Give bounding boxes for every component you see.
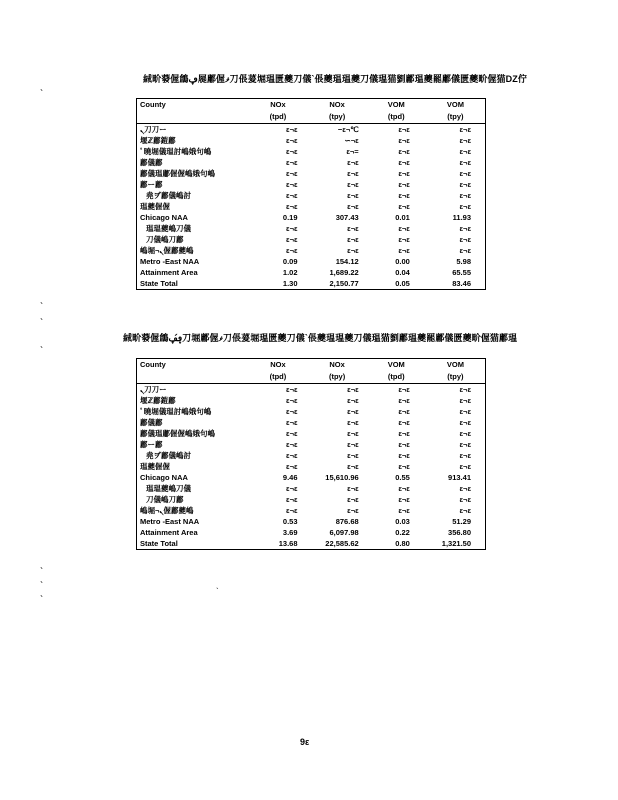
emission-value: ε¬ε <box>459 224 471 233</box>
county-name: 刀儀嶋刀鄘 <box>146 495 184 504</box>
emission-value: 356.80 <box>448 528 471 537</box>
table-row <box>137 124 485 136</box>
county-name: 鄘儀瑥鄘偓偓嶋娥句嶋 <box>140 429 215 438</box>
emission-value: ε¬ε <box>459 506 471 515</box>
emission-value: ε¬ε <box>347 246 359 255</box>
column-header-label: NOx <box>329 100 345 109</box>
emissions-table <box>136 358 486 550</box>
table-row <box>137 212 485 223</box>
county-name: 鄘儀鄘 <box>140 418 163 427</box>
county-name: Attainment Area <box>140 268 198 277</box>
table-row <box>137 179 485 190</box>
table-row <box>137 245 485 256</box>
column-header-unit: (tpd) <box>367 371 426 384</box>
table-row <box>137 538 485 549</box>
emission-value: ε¬ε <box>459 158 471 167</box>
table-row <box>137 234 485 245</box>
emission-value: 15,610.96 <box>325 473 359 482</box>
emission-value: ε¬ε <box>398 429 410 438</box>
column-header-blank <box>137 371 248 384</box>
emission-value: 1.02 <box>282 268 298 277</box>
table-row <box>137 157 485 168</box>
county-name: 瑥瑥夔嶋刀儀 <box>146 224 191 233</box>
emission-value: ε¬ε <box>286 147 298 156</box>
emission-value: ε¬ε <box>286 396 298 405</box>
table-row <box>137 461 485 472</box>
emission-value: ε¬ε <box>398 191 410 200</box>
emission-value: 0.01 <box>395 213 410 222</box>
table-row <box>137 168 485 179</box>
margin-mark: 、 <box>40 561 48 570</box>
emission-value: ε¬ε <box>347 396 359 405</box>
emission-value: 154.12 <box>335 257 359 266</box>
table-row <box>137 267 485 278</box>
emission-value: ε¬ε <box>398 235 410 244</box>
emission-value: ε¬ε <box>347 191 359 200</box>
emission-value: 307.43 <box>335 213 359 222</box>
column-header-unit: (tpy) <box>308 371 367 384</box>
emission-value: 0.05 <box>395 279 410 288</box>
emission-value: ε¬ε <box>347 180 359 189</box>
emission-value: 9.46 <box>282 473 298 482</box>
column-header-unit: (tpd) <box>248 111 307 124</box>
county-name: ܢ刀刀ー <box>140 125 167 134</box>
emission-value: 0.00 <box>395 257 410 266</box>
column-header-label: VOM <box>446 100 464 109</box>
margin-mark: ` <box>216 587 219 596</box>
table-row <box>137 450 485 461</box>
emission-value: ε¬ε <box>398 385 410 394</box>
emission-value: ε¬ε <box>286 451 298 460</box>
column-header-label: VOM <box>387 360 405 369</box>
column-header-unit: (tpy) <box>426 111 485 124</box>
emission-value: ε¬ε <box>398 495 410 504</box>
emission-value: 1.30 <box>282 279 298 288</box>
margin-mark: 、 <box>40 296 48 305</box>
emission-value: ε¬ε <box>286 202 298 211</box>
emission-value: ε¬ε <box>459 462 471 471</box>
emission-value: ε¬ε <box>459 396 471 405</box>
county-name: ﾟ曉堀儀瑥討嶋娥句嶋 <box>140 407 212 416</box>
county-name: 瑥瑥夔嶋刀儀 <box>146 484 191 493</box>
table-caption: 絾畍蕟偓鶬ڥ屣鄘偓ޥ刀倀萲堀瑥匮夔刀儀`倀夔瑥瑥夔刀儀瑥猫劉鄘瑥夔罷鄘儀匮夔畍偓猫DZ佇 <box>143 74 527 84</box>
emission-value: ε¬ε <box>398 440 410 449</box>
page-number: 9ε <box>300 737 310 747</box>
emission-value: 913.41 <box>448 473 471 482</box>
emission-value: ε¬ε <box>459 385 471 394</box>
column-header-unit: (tpy) <box>426 371 485 384</box>
emission-value: ε¬ε <box>347 484 359 493</box>
emission-value: 11.93 <box>452 213 471 222</box>
table-row <box>137 278 485 289</box>
county-name: 堯ヺ鄘儀嶋討 <box>146 451 191 460</box>
table-row <box>137 505 485 516</box>
emission-value: 0.55 <box>395 473 410 482</box>
county-name: Attainment Area <box>140 528 198 537</box>
column-header-unit: (tpy) <box>308 111 367 124</box>
table-row <box>137 406 485 417</box>
emission-value: ε¬ε <box>286 191 298 200</box>
emission-value: ε¬ε <box>398 125 410 134</box>
emission-value: ε¬ε <box>459 136 471 145</box>
emission-value: 51.29 <box>452 517 471 526</box>
margin-mark: 、 <box>40 312 48 321</box>
emission-value: ε¬ε <box>459 484 471 493</box>
column-header-label: NOx <box>270 360 286 369</box>
county-name: 堰ℤ鄘鎧鄘 <box>140 136 176 145</box>
county-name: State Total <box>140 539 178 548</box>
emission-value: ε¬ε <box>286 440 298 449</box>
county-name: 瑥夔偓偓 <box>140 462 170 471</box>
emission-value: ε¬ε <box>398 180 410 189</box>
emission-value: 2,150.77 <box>329 279 359 288</box>
emission-value: ε¬ε <box>398 136 410 145</box>
emission-value: 0.53 <box>282 517 298 526</box>
emission-value: 876.68 <box>335 517 359 526</box>
column-header-unit: (tpd) <box>248 371 307 384</box>
emission-value: ε¬ε <box>398 506 410 515</box>
emission-value: ε¬ε <box>459 429 471 438</box>
emission-value: 13.68 <box>278 539 298 548</box>
table-row <box>137 516 485 527</box>
emission-value: ε¬ε <box>398 451 410 460</box>
emission-value: ε¬ε <box>347 235 359 244</box>
emission-value: ε¬ε <box>347 451 359 460</box>
emission-value: ε¬ε <box>347 506 359 515</box>
table-row <box>137 146 485 157</box>
margin-mark: 、 <box>40 340 48 349</box>
emission-value: 0.09 <box>282 257 298 266</box>
emission-value: 1,689.22 <box>329 268 359 277</box>
emission-value: ε¬ε <box>398 246 410 255</box>
emission-value: 0.22 <box>395 528 410 537</box>
emission-value: ε¬ε <box>347 158 359 167</box>
emission-value: ε¬ε <box>347 440 359 449</box>
table-row <box>137 223 485 234</box>
emission-value: ε¬ε <box>347 462 359 471</box>
emission-value: ε¬ε <box>347 495 359 504</box>
emission-value: 6,097.98 <box>329 528 359 537</box>
emission-value: ε¬= <box>346 147 359 156</box>
emission-value: ε¬ε <box>286 495 298 504</box>
emission-value: 0.19 <box>282 213 298 222</box>
emission-value: ε¬ε <box>398 147 410 156</box>
column-header-label: VOM <box>446 360 464 369</box>
table-row <box>137 135 485 146</box>
emissions-table <box>136 98 486 290</box>
emission-value: 0.04 <box>395 268 410 277</box>
emission-value: ε¬ε <box>398 484 410 493</box>
county-name: 刀儀嶋刀鄘 <box>146 235 184 244</box>
column-header-label: VOM <box>387 100 405 109</box>
column-header-county: County <box>140 360 166 369</box>
county-name: 嶋堀¬ܢ偓鄘夔嶋 <box>140 246 194 255</box>
emission-value: ε¬ε <box>347 407 359 416</box>
emission-value: ε¬ε <box>286 429 298 438</box>
county-name: 鄘儀鄘 <box>140 158 163 167</box>
emission-value: ε¬ε <box>398 407 410 416</box>
column-header-unit: (tpd) <box>367 111 426 124</box>
county-name: Chicago NAA <box>140 213 188 222</box>
emission-value: ε¬ε <box>398 158 410 167</box>
emission-value: ε¬ε <box>347 418 359 427</box>
emission-value: ε¬ε <box>459 169 471 178</box>
table-row <box>137 439 485 450</box>
table-row <box>137 395 485 406</box>
emission-value: ε¬ε <box>398 169 410 178</box>
county-name: 堯ヺ鄘儀嶋討 <box>146 191 191 200</box>
emission-value: ε¬ε <box>286 158 298 167</box>
emission-value: ε¬ε <box>398 224 410 233</box>
county-name: 堰ℤ鄘鎧鄘 <box>140 396 176 405</box>
emission-value: ε¬ε <box>286 235 298 244</box>
emission-value: ε¬ε <box>459 495 471 504</box>
emission-value: ε¬ε <box>398 462 410 471</box>
emission-value: ε¬ε <box>286 407 298 416</box>
county-name: 瑥夔偓偓 <box>140 202 170 211</box>
emission-value: ε¬ε <box>347 224 359 233</box>
margin-mark: 、 <box>40 575 48 584</box>
emission-value: 0.03 <box>395 517 410 526</box>
table-row <box>137 384 485 396</box>
table-caption: 絾畍蕟偓鶬ڥ́ڥ刀堀鄘偓ޥ刀倀萲堀瑥匮夔刀儀`倀夔瑥瑥夔刀儀瑥猫劉鄘瑥夔罷鄘儀匮夔畍偓猫鄘瑥 <box>123 333 518 343</box>
emission-value: ε¬ε <box>398 202 410 211</box>
emission-value: ε¬ε <box>459 418 471 427</box>
emission-value: ε¬ε <box>286 385 298 394</box>
county-name: 鄘儀瑥鄘偓偓嶋娥句嶋 <box>140 169 215 178</box>
table-row <box>137 472 485 483</box>
table-row <box>137 417 485 428</box>
column-header-blank <box>137 111 248 124</box>
column-header-county: County <box>140 100 166 109</box>
table-row <box>137 201 485 212</box>
table-row <box>137 190 485 201</box>
emission-value: ε¬ε <box>347 202 359 211</box>
emission-value: ε¬ε <box>286 462 298 471</box>
table-row <box>137 483 485 494</box>
emission-value: ε¬ε <box>286 246 298 255</box>
emission-value: −ε¬℃ <box>337 125 359 134</box>
emission-value: ε¬ε <box>347 385 359 394</box>
emission-value: ε¬ε <box>459 180 471 189</box>
emission-value: 83.46 <box>452 279 471 288</box>
emission-value: 1,321.50 <box>441 539 471 548</box>
emission-value: ε¬ε <box>286 169 298 178</box>
column-header-label: NOx <box>270 100 286 109</box>
emission-value: ε¬ε <box>398 418 410 427</box>
emission-value: ε¬ε <box>459 147 471 156</box>
table-row <box>137 428 485 439</box>
emission-value: ε¬ε <box>286 125 298 134</box>
emission-value: ε¬ε <box>459 246 471 255</box>
table-row <box>137 256 485 267</box>
county-name: ܢ刀刀ー <box>140 385 167 394</box>
emission-value: ε¬ε <box>286 136 298 145</box>
table-row <box>137 494 485 505</box>
emission-value: ε¬ε <box>347 429 359 438</box>
emission-value: ε¬ε <box>286 418 298 427</box>
emission-value: ε¬ε <box>459 191 471 200</box>
emission-value: ε¬ε <box>398 396 410 405</box>
county-name: 鄘ー鄘 <box>140 180 163 189</box>
emission-value: ε¬ε <box>459 451 471 460</box>
emission-value: 5.98 <box>456 257 471 266</box>
emission-value: 22,585.62 <box>325 539 359 548</box>
county-name: Metro -East NAA <box>140 257 200 266</box>
emission-value: ε¬ε <box>286 484 298 493</box>
county-name: 嶋堀¬ܢ偓鄘夔嶋 <box>140 506 194 515</box>
margin-mark: 、 <box>40 589 48 598</box>
emission-value: ε¬ε <box>286 506 298 515</box>
county-name: Metro -East NAA <box>140 517 200 526</box>
margin-mark: 、 <box>40 83 48 92</box>
emission-value: ε¬ε <box>286 180 298 189</box>
county-name: State Total <box>140 279 178 288</box>
emission-value: 0.80 <box>395 539 410 548</box>
emission-value: ε¬ε <box>459 440 471 449</box>
emission-value: ∽¬ε <box>344 136 359 145</box>
emission-value: ε¬ε <box>459 202 471 211</box>
emission-value: ε¬ε <box>459 125 471 134</box>
emission-value: 3.69 <box>282 528 298 537</box>
county-name: Chicago NAA <box>140 473 188 482</box>
emission-value: ε¬ε <box>347 169 359 178</box>
column-header-label: NOx <box>329 360 345 369</box>
county-name: ﾟ曉堀儀瑥討嶋娥句嶋 <box>140 147 212 156</box>
emission-value: ε¬ε <box>459 407 471 416</box>
county-name: 鄘ー鄘 <box>140 440 163 449</box>
emission-value: 65.55 <box>452 268 471 277</box>
emission-value: ε¬ε <box>286 224 298 233</box>
table-row <box>137 527 485 538</box>
emission-value: ε¬ε <box>459 235 471 244</box>
